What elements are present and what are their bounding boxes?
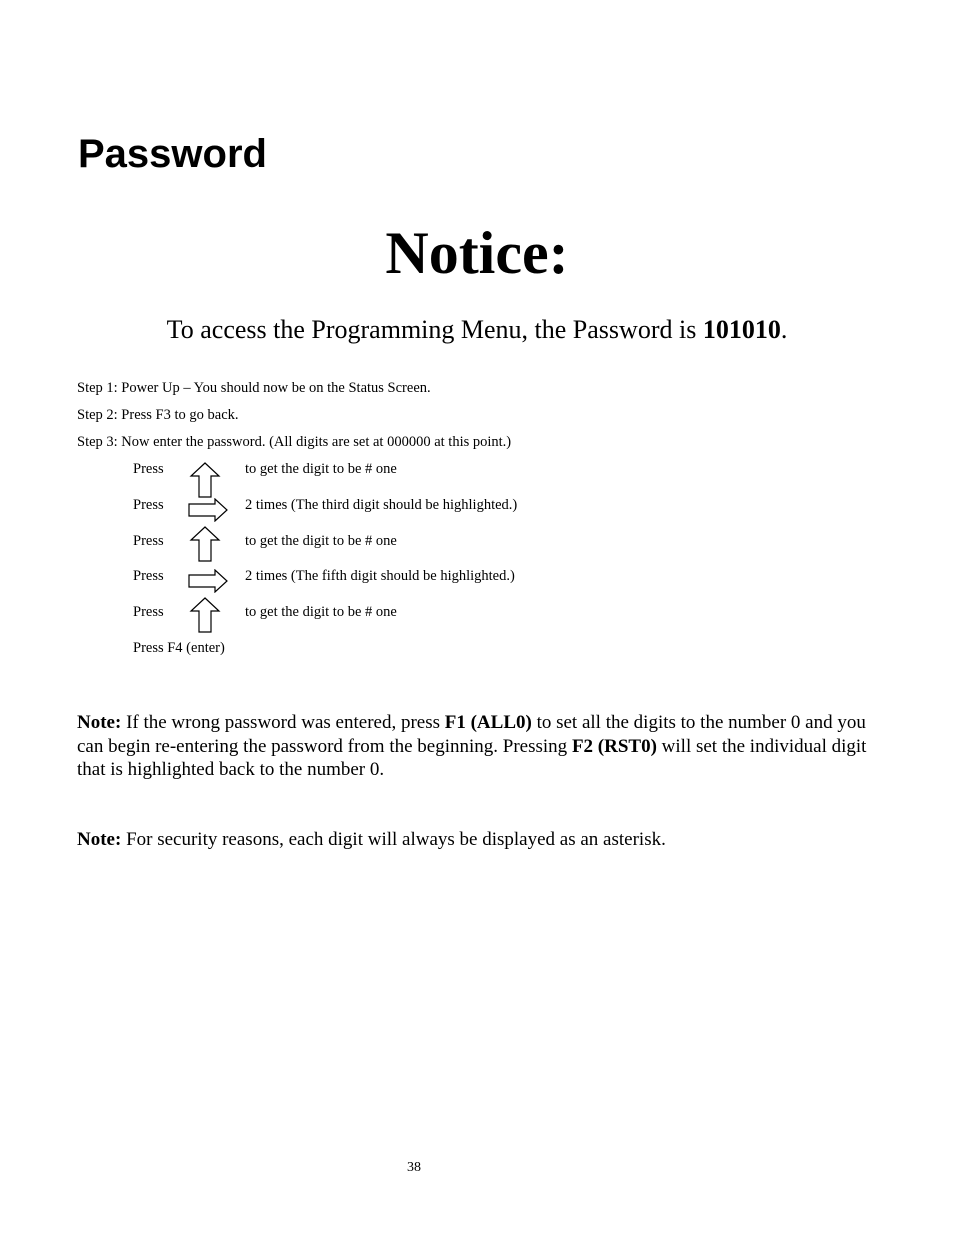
up-arrow-icon <box>188 597 222 633</box>
press-description: 2 times (The third digit should be highlighted.) <box>245 497 518 513</box>
right-arrow-icon <box>188 569 228 593</box>
press-label: Press <box>133 533 164 549</box>
press-row-4 <box>133 567 733 603</box>
up-arrow-icon <box>188 526 222 562</box>
press-row-5 <box>133 603 733 639</box>
note-label: Note: <box>77 829 122 850</box>
note-security <box>77 828 892 852</box>
note-label: Note: <box>77 712 122 733</box>
page-number: 38 <box>407 1160 421 1175</box>
password-value: 101010 <box>702 315 781 344</box>
press-label: Press <box>133 497 164 513</box>
final-press-instruction: Press F4 (enter) <box>133 640 225 656</box>
step-1: Step 1: Power Up – You should now be on the Status Screen. <box>77 380 431 396</box>
f1-key-label: F1 (ALL0) <box>444 712 532 733</box>
access-statement <box>0 313 954 347</box>
access-text: To access the Programming Menu, the Password is <box>166 315 703 344</box>
right-arrow-icon <box>188 498 228 522</box>
notice-title: Notice: <box>385 220 569 286</box>
note-text: If the wrong password was entered, press <box>121 712 445 733</box>
up-arrow-icon <box>188 462 222 498</box>
press-row-3 <box>133 532 733 568</box>
note-wrong-password <box>77 711 892 782</box>
press-description: to get the digit to be # one <box>245 604 397 620</box>
press-label: Press <box>133 604 164 620</box>
press-label: Press <box>133 568 164 584</box>
note-text: will set the individual digit that is highlighted back to the number 0. <box>77 735 867 780</box>
step-2: Step 2: Press F3 to go back. <box>77 407 239 423</box>
note-text: For security reasons, each digit will always be displayed as an asterisk. <box>121 829 666 850</box>
access-suffix: . <box>780 315 788 344</box>
note-text: to set all the digits to the number 0 and you can begin re-entering the password from the beginning. Pressing <box>77 712 866 757</box>
press-row-2 <box>133 496 733 532</box>
step-3: Step 3: Now enter the password. (All digits are set at 000000 at this point.) <box>77 434 512 450</box>
press-row-1 <box>133 460 733 496</box>
press-label: Press <box>133 461 164 477</box>
press-description: to get the digit to be # one <box>245 461 397 477</box>
press-description: to get the digit to be # one <box>245 533 397 549</box>
section-heading: Password <box>78 132 267 176</box>
press-description: 2 times (The fifth digit should be highlighted.) <box>245 568 515 584</box>
f2-key-label: F2 (RST0) <box>571 735 657 757</box>
